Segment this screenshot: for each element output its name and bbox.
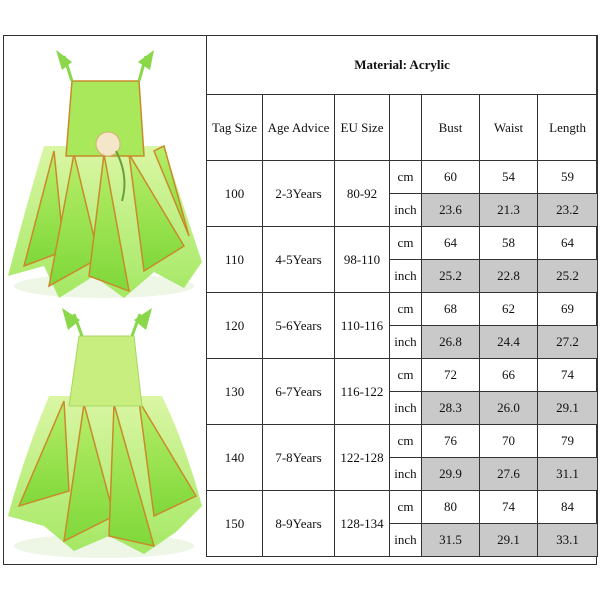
unit-inch-label: inch xyxy=(390,392,422,425)
age-advice-cell: 4-5Years xyxy=(263,227,335,293)
size-row-cm xyxy=(207,359,598,392)
eu-size-cell: 122-128 xyxy=(335,425,390,491)
age-advice-cell: 8-9Years xyxy=(263,491,335,557)
waist-inch-cell: 22.8 xyxy=(480,260,538,293)
waist-cm-cell: 58 xyxy=(480,227,538,260)
age-advice-cell: 5-6Years xyxy=(263,293,335,359)
waist-cm-cell: 66 xyxy=(480,359,538,392)
waist-cm-cell: 62 xyxy=(480,293,538,326)
length-cm-cell: 59 xyxy=(538,161,598,194)
size-row-cm xyxy=(207,227,598,260)
eu-size-cell: 116-122 xyxy=(335,359,390,425)
length-cm-cell: 64 xyxy=(538,227,598,260)
bust-inch-cell: 28.3 xyxy=(422,392,480,425)
waist-cm-cell: 54 xyxy=(480,161,538,194)
length-inch-cell: 33.1 xyxy=(538,524,598,557)
length-inch-cell: 31.1 xyxy=(538,458,598,491)
size-row-cm xyxy=(207,293,598,326)
length-inch-cell: 27.2 xyxy=(538,326,598,359)
bust-cm-cell: 68 xyxy=(422,293,480,326)
bust-cm-cell: 80 xyxy=(422,491,480,524)
product-images xyxy=(4,36,206,564)
unit-inch-label: inch xyxy=(390,260,422,293)
bust-cm-cell: 72 xyxy=(422,359,480,392)
age-advice-cell: 7-8Years xyxy=(263,425,335,491)
waist-cm-cell: 74 xyxy=(480,491,538,524)
header-unit xyxy=(390,95,422,161)
length-cm-cell: 84 xyxy=(538,491,598,524)
tag-size-cell: 140 xyxy=(207,425,263,491)
material-title: Material: Acrylic xyxy=(207,36,598,95)
header-waist: Waist xyxy=(480,95,538,161)
size-row-cm xyxy=(207,161,598,194)
bust-inch-cell: 29.9 xyxy=(422,458,480,491)
age-advice-cell: 6-7Years xyxy=(263,359,335,425)
size-chart-table xyxy=(206,35,598,557)
waist-inch-cell: 27.6 xyxy=(480,458,538,491)
age-advice-cell: 2-3Years xyxy=(263,161,335,227)
header-eu-size: EU Size xyxy=(335,95,390,161)
eu-size-cell: 128-134 xyxy=(335,491,390,557)
waist-cm-cell: 70 xyxy=(480,425,538,458)
bust-inch-cell: 25.2 xyxy=(422,260,480,293)
unit-cm-label: cm xyxy=(390,227,422,260)
tag-size-cell: 130 xyxy=(207,359,263,425)
waist-inch-cell: 26.0 xyxy=(480,392,538,425)
dress-illustrations xyxy=(4,36,206,564)
unit-cm-label: cm xyxy=(390,161,422,194)
waist-inch-cell: 21.3 xyxy=(480,194,538,227)
unit-inch-label: inch xyxy=(390,326,422,359)
unit-inch-label: inch xyxy=(390,524,422,557)
unit-inch-label: inch xyxy=(390,194,422,227)
unit-cm-label: cm xyxy=(390,425,422,458)
header-tag-size: Tag Size xyxy=(207,95,263,161)
tag-size-cell: 110 xyxy=(207,227,263,293)
tag-size-cell: 100 xyxy=(207,161,263,227)
header-bust: Bust xyxy=(422,95,480,161)
bust-cm-cell: 64 xyxy=(422,227,480,260)
length-cm-cell: 79 xyxy=(538,425,598,458)
bust-inch-cell: 23.6 xyxy=(422,194,480,227)
bust-inch-cell: 31.5 xyxy=(422,524,480,557)
waist-inch-cell: 29.1 xyxy=(480,524,538,557)
tag-size-cell: 150 xyxy=(207,491,263,557)
bust-cm-cell: 60 xyxy=(422,161,480,194)
unit-inch-label: inch xyxy=(390,458,422,491)
dress-front-image xyxy=(8,50,202,298)
unit-cm-label: cm xyxy=(390,491,422,524)
waist-inch-cell: 24.4 xyxy=(480,326,538,359)
tag-size-cell: 120 xyxy=(207,293,263,359)
size-row-cm xyxy=(207,425,598,458)
length-inch-cell: 29.1 xyxy=(538,392,598,425)
length-cm-cell: 74 xyxy=(538,359,598,392)
bust-cm-cell: 76 xyxy=(422,425,480,458)
header-age-advice: Age Advice xyxy=(263,95,335,161)
eu-size-cell: 80-92 xyxy=(335,161,390,227)
unit-cm-label: cm xyxy=(390,359,422,392)
length-inch-cell: 23.2 xyxy=(538,194,598,227)
eu-size-cell: 110-116 xyxy=(335,293,390,359)
size-row-cm xyxy=(207,491,598,524)
header-length: Length xyxy=(538,95,598,161)
length-cm-cell: 69 xyxy=(538,293,598,326)
length-inch-cell: 25.2 xyxy=(538,260,598,293)
dress-back-image xyxy=(8,308,202,558)
bust-inch-cell: 26.8 xyxy=(422,326,480,359)
eu-size-cell: 98-110 xyxy=(335,227,390,293)
unit-cm-label: cm xyxy=(390,293,422,326)
header-row xyxy=(207,95,598,161)
